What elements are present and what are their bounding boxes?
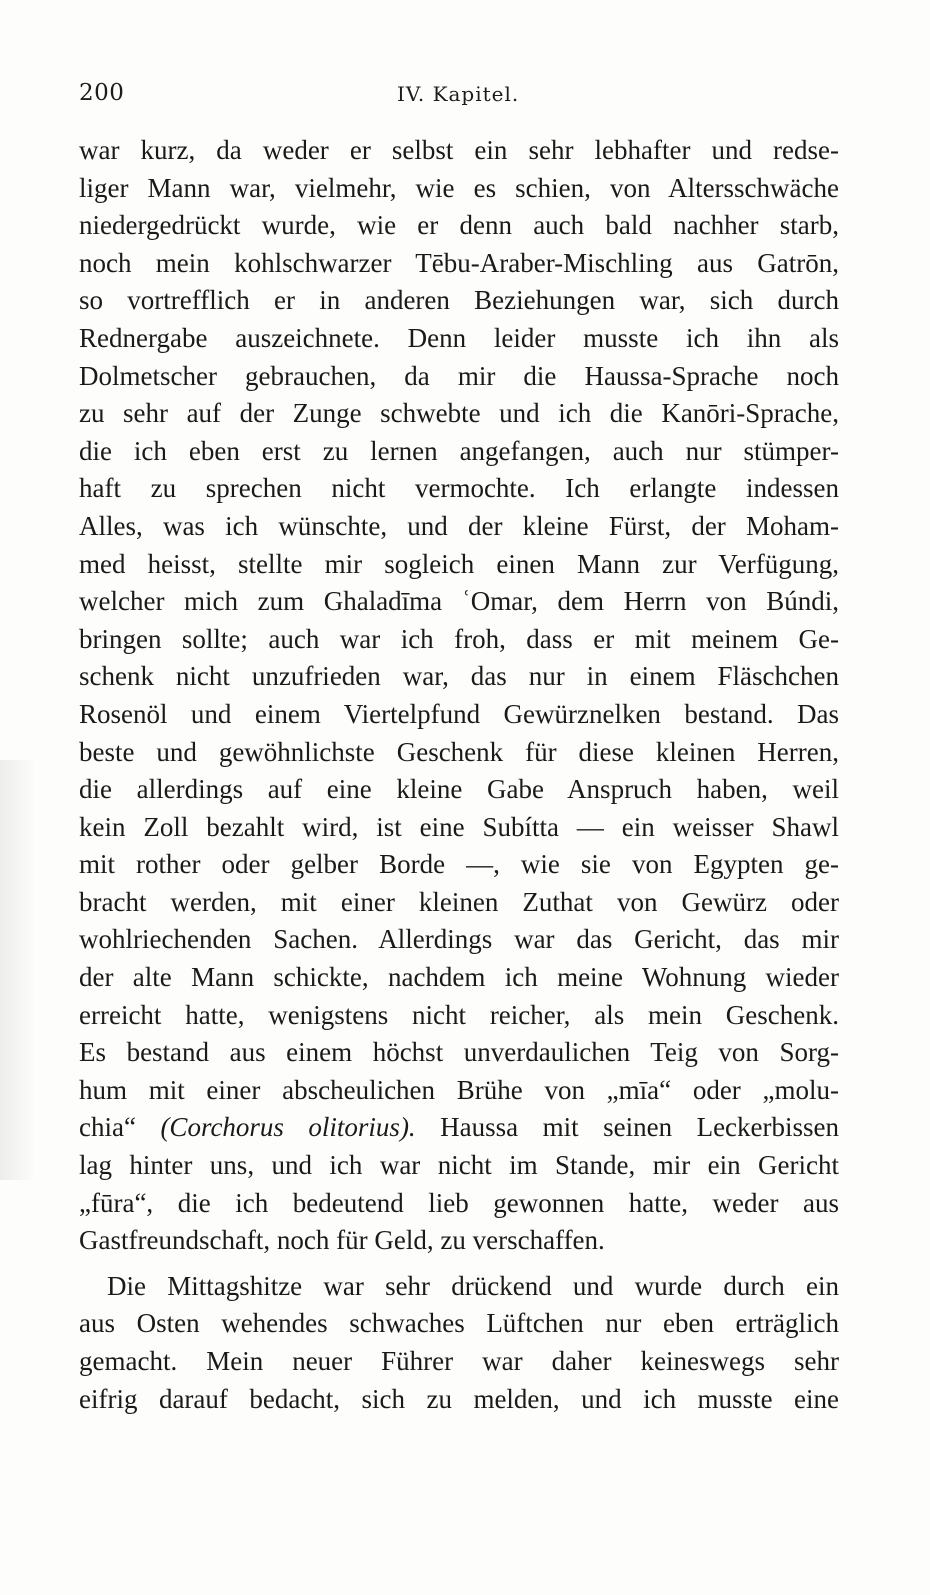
- text-line: bringen sollte; auch war ich froh, dass er mit meinem Ge-: [79, 623, 839, 654]
- text-line: war kurz, da weder er selbst ein sehr lebhafter und redse-: [79, 135, 839, 165]
- text-line: aus Osten wehendes schwaches Lüftchen nur eben erträglich: [79, 1308, 839, 1339]
- text-line: schenk nicht unzufrieden war, das nur in einem Fläschchen: [79, 661, 839, 692]
- text-line: mit rother oder gelber Borde —, wie sie von Egypten ge-: [79, 849, 839, 880]
- text-line: lag hinter uns, und ich war nicht im Stande, mir ein Gericht: [79, 1150, 839, 1181]
- running-head: IV. Kapitel.: [397, 82, 520, 106]
- text-line: Rosenöl und einem Viertelpfund Gewürznelken bestand. Das: [79, 698, 839, 729]
- text-line: beste und gewöhnlichste Geschenk für diese kleinen Herren,: [79, 736, 839, 767]
- page-number: 200: [79, 80, 125, 106]
- text-line: liger Mann war, vielmehr, wie es schien, von Altersschwäche: [79, 172, 839, 203]
- text-line: die ich eben erst zu lernen angefangen, auch nur stümper-: [79, 435, 839, 466]
- text-fragment: Haussa mit seinen Leckerbissen: [440, 1112, 840, 1143]
- paragraph-gap: [79, 1260, 839, 1268]
- text-line: „fūra“, die ich bedeutend lieb gewonnen hatte, weder aus: [79, 1187, 839, 1218]
- text-line: die allerdings auf eine kleine Gabe Anspruch haben, weil: [79, 774, 839, 805]
- text-line: der alte Mann schickte, nachdem ich meine Wohnung wieder: [79, 962, 839, 993]
- text-line: noch mein kohlschwarzer Tēbu-Araber-Mischling aus Gatrōn,: [79, 247, 839, 278]
- text-line: haft zu sprechen nicht vermochte. Ich erlangte indessen: [79, 473, 839, 504]
- text-line: Es bestand aus einem höchst unverdaulichen Teig von Sorg-: [79, 1037, 839, 1068]
- text-line: niedergedrückt wurde, wie er denn auch bald nachher starb,: [79, 210, 839, 241]
- text-line: erreicht hatte, wenigstens nicht reicher, als mein Geschenk.: [79, 999, 839, 1030]
- text-line: kein Zoll bezahlt wird, ist eine Subítta — ein weisser Shawl: [79, 811, 839, 842]
- text-line: hum mit einer abscheulichen Brühe von „mīa“ oder „molu-: [79, 1074, 839, 1105]
- text-line: eifrig darauf bedacht, sich zu melden, und ich musste eine: [79, 1383, 839, 1414]
- text-line: gemacht. Mein neuer Führer war daher keineswegs sehr: [79, 1346, 839, 1376]
- text-line: Gastfreundschaft, noch für Geld, zu verschaffen.: [79, 1225, 605, 1256]
- page-shadow: [0, 760, 36, 1180]
- text-line: welcher mich zum Ghaladīma ʿOmar, dem Herrn von Búndi,: [79, 586, 839, 617]
- text-line: Rednergabe auszeichnete. Denn leider musste ich ihn als: [79, 322, 839, 353]
- text-line: bracht werden, mit einer kleinen Zuthat von Gewürz oder: [79, 886, 839, 917]
- text-line: med heisst, stellte mir sogleich einen Mann zur Verfügung,: [79, 548, 839, 579]
- text-line-with-italic: [79, 1109, 839, 1147]
- paragraph: [79, 132, 839, 1260]
- text-line: wohlriechenden Sachen. Allerdings war das Gericht, das mir: [79, 924, 839, 955]
- text-fragment: chia“: [79, 1112, 136, 1143]
- paragraph: [79, 1268, 839, 1418]
- text-line: Die Mittagshitze war sehr drückend und wurde durch ein: [107, 1270, 839, 1301]
- text-line: Dolmetscher gebrauchen, da mir die Haussa-Sprache noch: [79, 360, 839, 391]
- text-line: so vortrefflich er in anderen Beziehungen war, sich durch: [79, 285, 839, 316]
- body-text: [79, 132, 839, 1418]
- text-line: Alles, was ich wünschte, und der kleine Fürst, der Moham-: [79, 510, 839, 541]
- text-line: zu sehr auf der Zunge schwebte und ich die Kanōri-Sprache,: [79, 398, 839, 429]
- page-header: [79, 80, 839, 114]
- italic-species-name: (Corchorus olitorius).: [160, 1112, 416, 1143]
